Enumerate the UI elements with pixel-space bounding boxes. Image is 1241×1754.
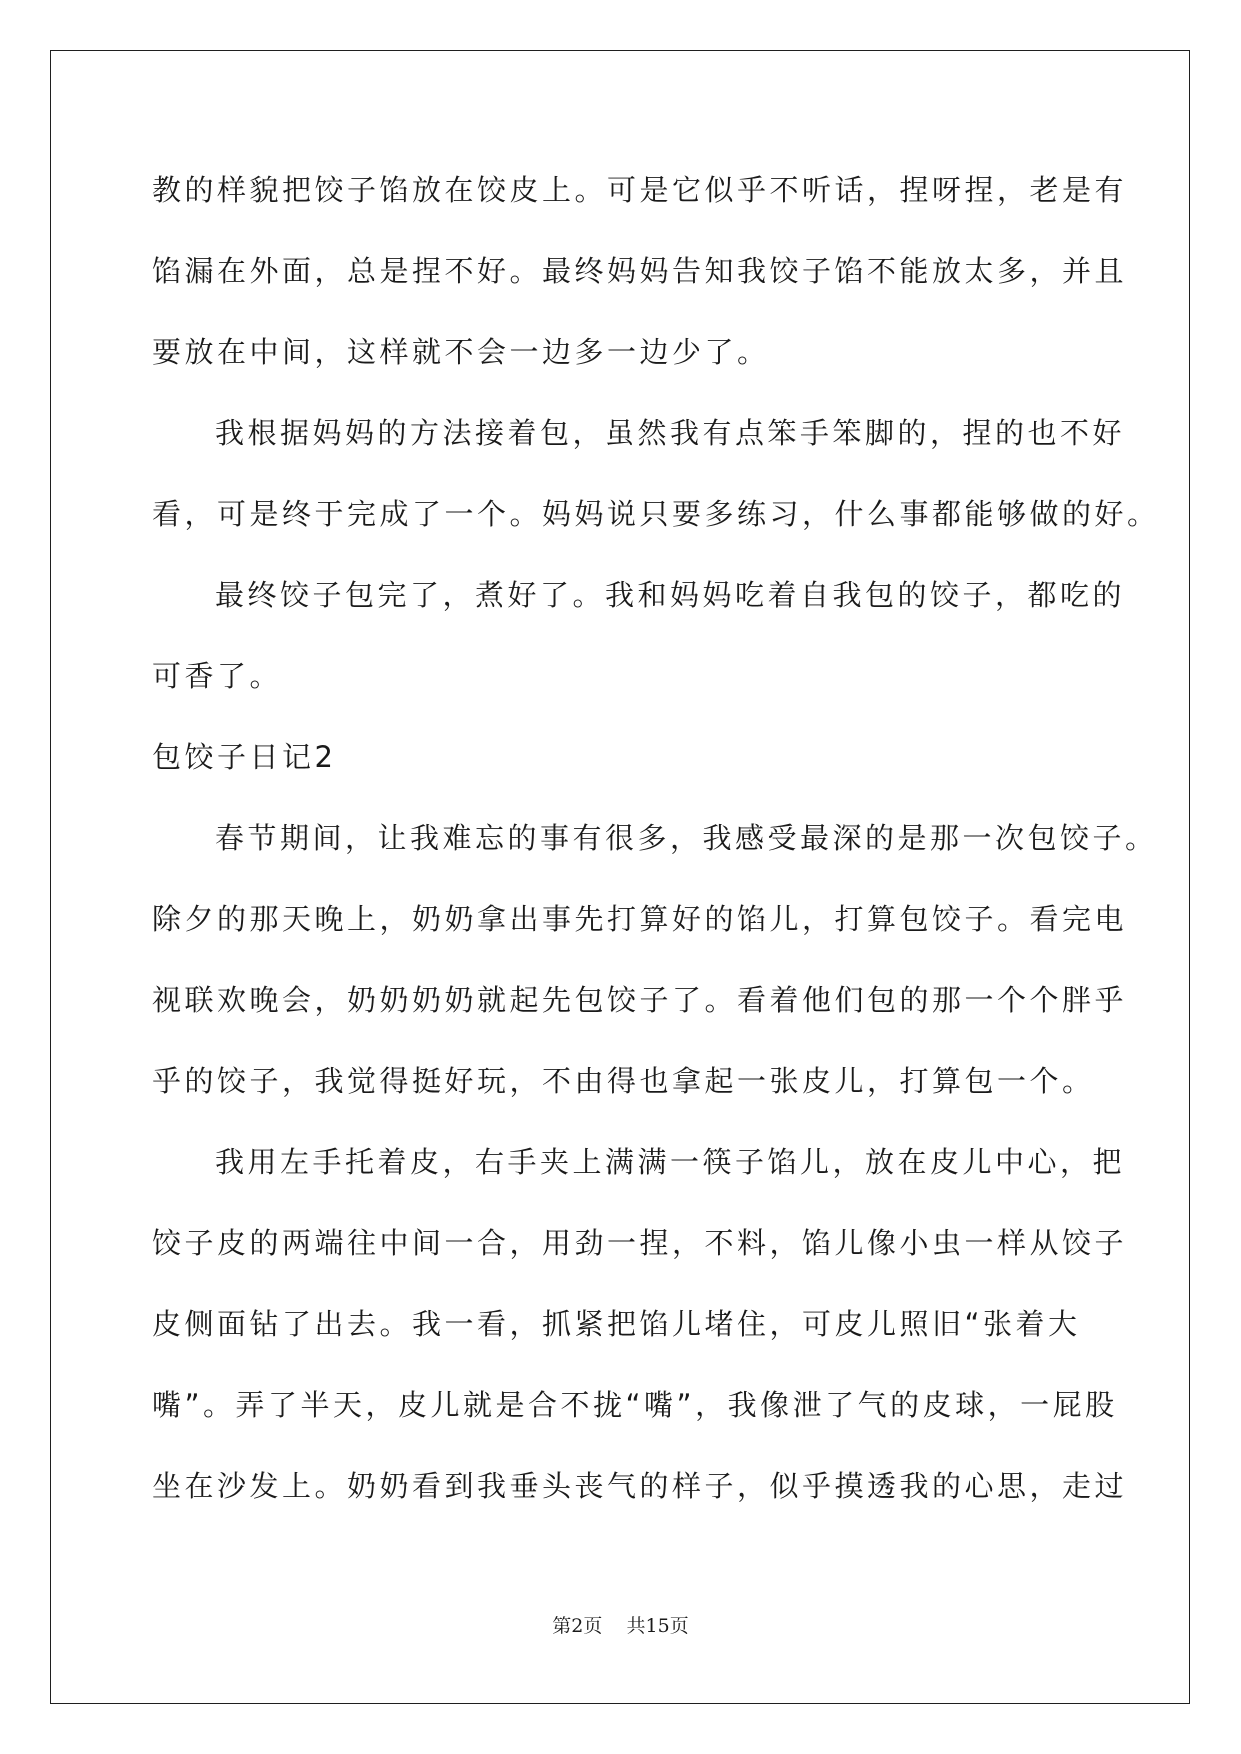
body-line: 乎的饺子，我觉得挺好玩，不由得也拿起一张皮儿，打算包一个。 xyxy=(152,1064,1095,1098)
body-line: 视联欢晚会，奶奶奶奶就起先包饺子了。看着他们包的那一个个胖乎 xyxy=(152,983,1128,1017)
body-line: 嘴”。弄了半天，皮儿就是合不拢“嘴”，我像泄了气的皮球，一屁股 xyxy=(152,1388,1118,1422)
page-border xyxy=(50,50,1190,1704)
body-line: 看，可是终于完成了一个。妈妈说只要多练习，什么事都能够做的好。 xyxy=(152,497,1160,531)
body-line: 馅漏在外面，总是捏不好。最终妈妈告知我饺子馅不能放太多，并且 xyxy=(152,254,1128,288)
paragraph-start-line: 我用左手托着皮，右手夹上满满一筷子馅儿，放在皮儿中心，把 xyxy=(215,1145,1126,1179)
body-line: 饺子皮的两端往中间一合，用劲一捏，不料，馅儿像小虫一样从饺子 xyxy=(152,1226,1128,1260)
section-heading: 包饺子日记2 xyxy=(152,740,337,774)
body-line: 可香了。 xyxy=(152,659,283,693)
page-number-footer: 第2页 共15页 xyxy=(552,1615,689,1637)
paragraph-start-line: 最终饺子包完了，煮好了。我和妈妈吃着自我包的饺子，都吃的 xyxy=(215,578,1126,612)
body-line: 皮侧面钻了出去。我一看，抓紧把馅儿堵住，可皮儿照旧“张着大 xyxy=(152,1307,1081,1341)
paragraph-start-line: 我根据妈妈的方法接着包，虽然我有点笨手笨脚的，捏的也不好 xyxy=(215,416,1126,450)
body-line: 坐在沙发上。奶奶看到我垂头丧气的样子，似乎摸透我的心思，走过 xyxy=(152,1469,1128,1503)
body-line: 除夕的那天晚上，奶奶拿出事先打算好的馅儿，打算包饺子。看完电 xyxy=(152,902,1128,936)
body-line: 要放在中间，这样就不会一边多一边少了。 xyxy=(152,335,770,369)
paragraph-start-line: 春节期间，让我难忘的事有很多，我感受最深的是那一次包饺子。 xyxy=(215,821,1158,855)
body-line: 教的样貌把饺子馅放在饺皮上。可是它似乎不听话，捏呀捏，老是有 xyxy=(152,173,1128,207)
